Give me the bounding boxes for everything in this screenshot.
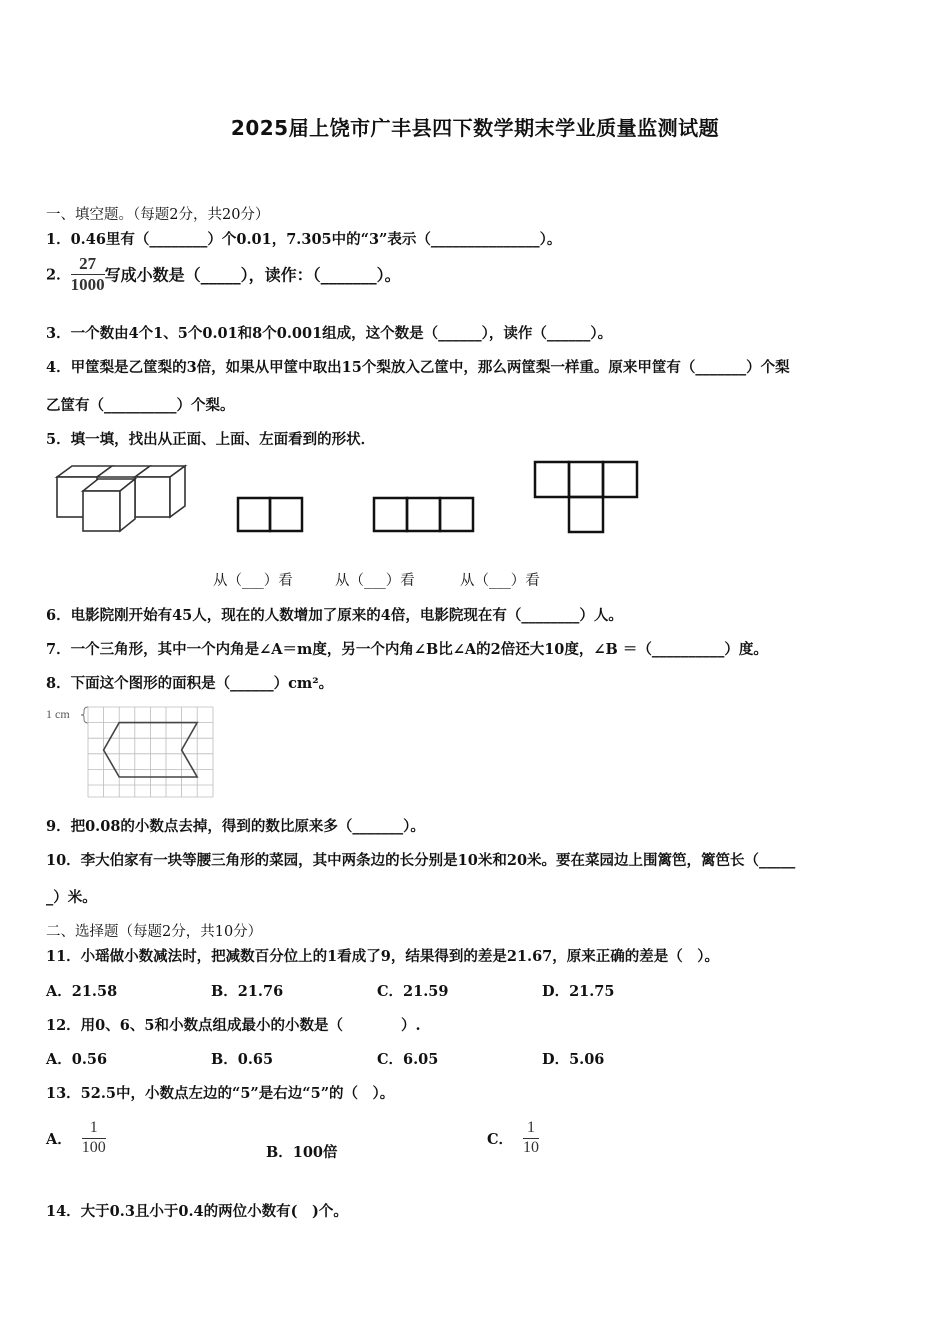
question-8: 8．下面这个图形的面积是（______）cm²。 — [46, 675, 334, 692]
question-13: 13．52.5中，小数点左边的“5”是右边“5”的（ ）。 — [46, 1085, 395, 1102]
question-10-line1: 10．李大伯家有一块等腰三角形的菜园，其中两条边的长分别是10米和20米。要在菜园边上围篱笆，篱笆长（_____ — [46, 852, 796, 869]
fraction-denominator: 1000 — [70, 274, 105, 294]
question-4-line1: 4．甲筐梨是乙筐梨的3倍，如果从甲筐中取出15个梨放入乙筐中，那么两筐梨一样重。原来甲筐有（_______）个梨 — [46, 359, 790, 376]
question-12: 12．用0、6、5和小数点组成最小的小数是（ ）. — [46, 1017, 421, 1034]
question-5: 5．填一填，找出从正面、上面、左面看到的形状． — [46, 431, 376, 448]
question-3: 3．一个数由4个1、5个0.01和8个0.001组成，这个数是（______），读作（______）。 — [46, 325, 613, 342]
cube-stack-figure — [52, 462, 192, 537]
q13-option-c[interactable] — [487, 1114, 539, 1162]
fraction-27-1000 — [71, 254, 105, 294]
section1-heading: 一、填空题。（每题2分，共20分） — [46, 207, 270, 223]
fraction-denominator: 100 — [81, 1138, 106, 1156]
view-three-squares — [372, 496, 476, 536]
fraction-1-100 — [82, 1119, 106, 1157]
question-10-line2: _）米。 — [46, 889, 97, 906]
q11-option-b[interactable]: B．21.76 — [211, 983, 284, 1000]
grid-scale-label: 1 cm — [46, 707, 70, 721]
question-6: 6．电影院刚开始有45人，现在的人数增加了原来的4倍，电影院现在有（________）人。 — [46, 607, 623, 624]
view-t-shape — [533, 460, 641, 536]
question-2-number: 2． — [46, 266, 71, 284]
view-label-3: 从（___）看 — [460, 573, 540, 589]
fraction-denominator: 10 — [523, 1138, 540, 1156]
question-1: 1．0.46里有（________）个0.01，7.305中的“3”表示（_______________）。 — [46, 231, 562, 248]
view-two-squares — [236, 496, 306, 536]
q11-option-a[interactable]: A．21.58 — [46, 983, 118, 1000]
question-11: 11．小瑶做小数减法时，把减数百分位上的1看成了9，结果得到的差是21.67，原来正确的差是（ ）。 — [46, 948, 720, 965]
q12-option-c[interactable]: C．6.05 — [377, 1051, 439, 1068]
q11-option-c[interactable]: C．21.59 — [377, 983, 449, 1000]
question-7: 7．一个三角形，其中一个内角是∠A＝m度，另一个内角∠B比∠A的2倍还大10度，∠B ＝（__________）度。 — [46, 641, 768, 658]
q13-option-b[interactable]: B．100倍 — [266, 1144, 338, 1161]
question-4-line2: 乙筐有（__________）个梨。 — [46, 397, 235, 414]
q13-option-c-label: C． — [487, 1130, 514, 1148]
q12-option-b[interactable]: B．0.65 — [211, 1051, 274, 1068]
fraction-numerator: 27 — [71, 254, 105, 275]
fraction-numerator: 1 — [82, 1119, 106, 1138]
view-label-2: 从（___）看 — [335, 573, 415, 589]
question-9: 9．把0.08的小数点去掉，得到的数比原来多（_______）。 — [46, 818, 425, 835]
grid-shape-figure — [86, 705, 216, 800]
question-14: 14．大于0.3且小于0.4的两位小数有( )个。 — [46, 1203, 348, 1220]
q12-option-a[interactable]: A．0.56 — [46, 1051, 108, 1068]
page-title: 2025届上饶市广丰县四下数学期末学业质量监测试题 — [230, 116, 720, 140]
fraction-1-10 — [523, 1119, 539, 1157]
q13-option-a[interactable] — [46, 1114, 106, 1162]
view-label-1: 从（___）看 — [213, 573, 293, 589]
question-2-text: 写成小数是（_____），读作：（_______）。 — [104, 265, 401, 285]
q11-option-d[interactable]: D．21.75 — [542, 983, 615, 1000]
fraction-numerator: 1 — [523, 1119, 539, 1138]
section2-heading: 二、选择题（每题2分，共10分） — [46, 924, 263, 940]
question-2 — [46, 254, 401, 294]
q12-option-d[interactable]: D．5.06 — [542, 1051, 605, 1068]
q13-option-a-label: A． — [46, 1130, 72, 1148]
